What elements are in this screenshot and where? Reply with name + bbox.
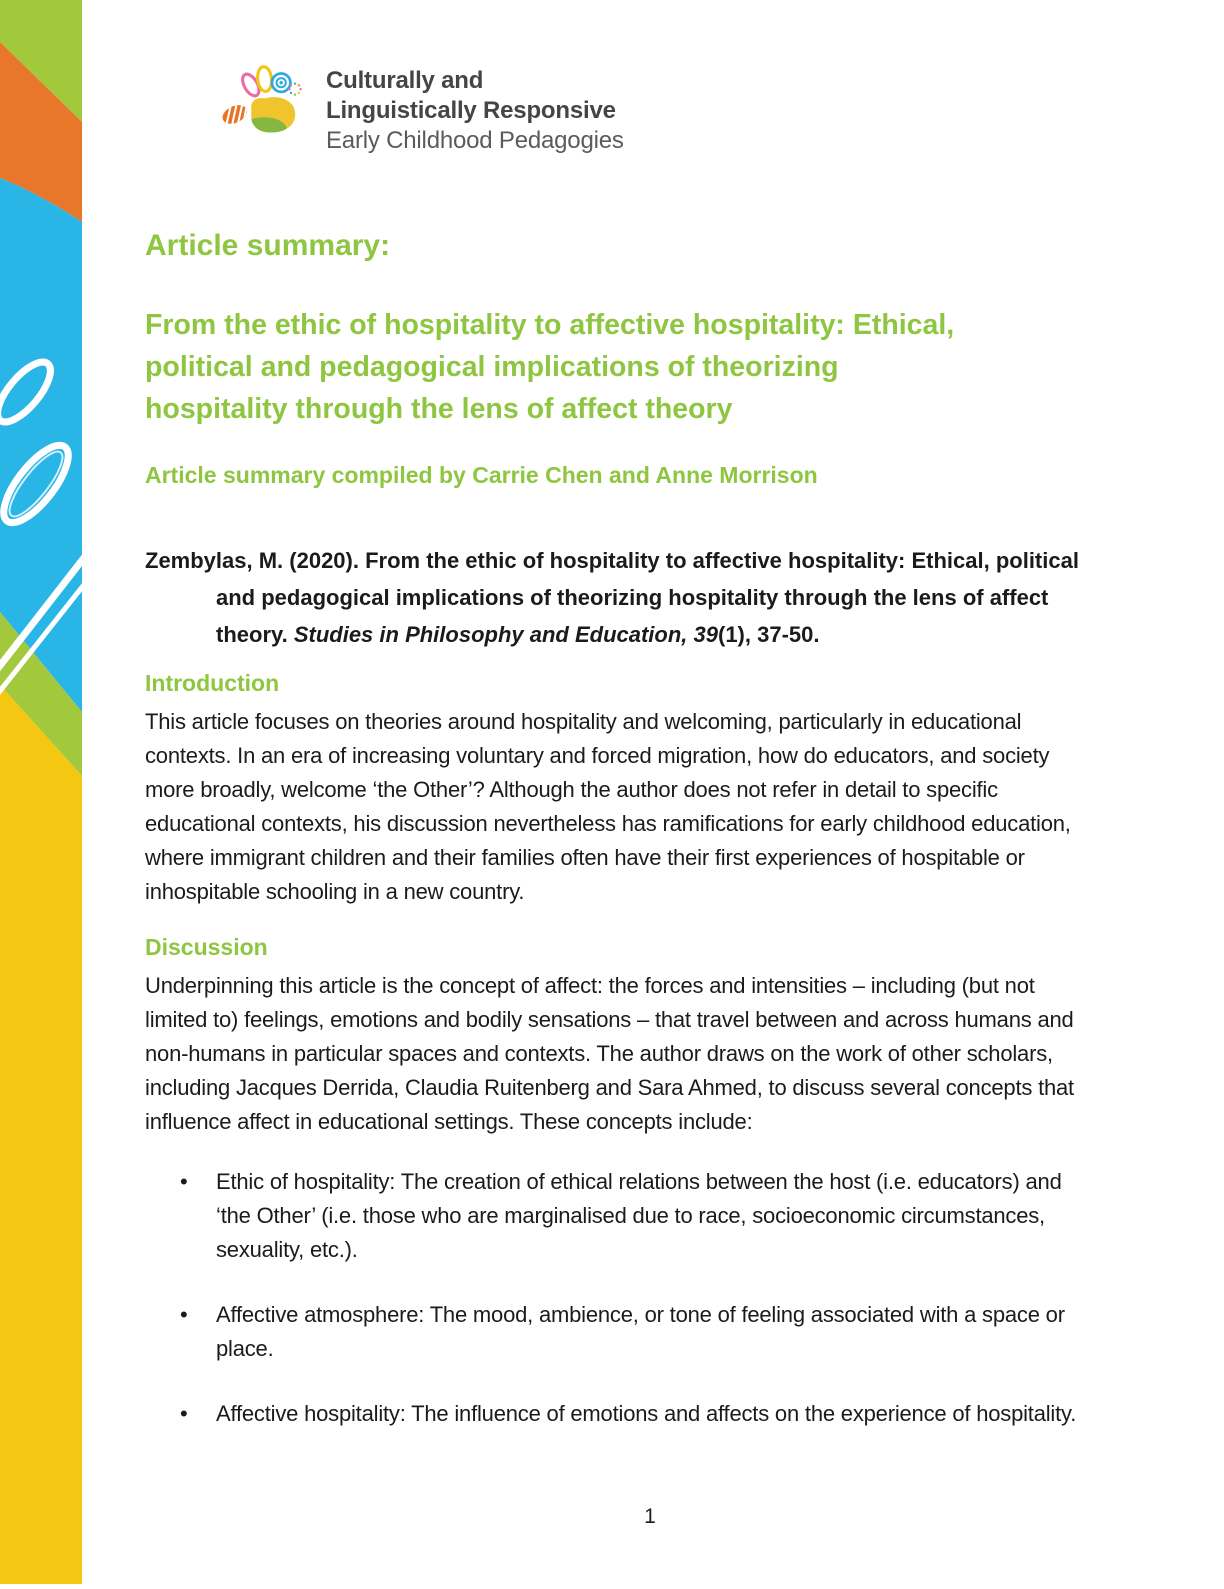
- article-title-line: From the ethic of hospitality to affective hospitality: Ethical,: [145, 309, 955, 341]
- compiled-by-line: Article summary compiled by Carrie Chen and Anne Morrison: [145, 462, 818, 488]
- citation-journal-italic: Studies in Philosophy and Education, 39: [293, 622, 718, 647]
- page-number: 1: [644, 1505, 656, 1528]
- article-title: [145, 304, 1100, 430]
- article-summary-label: Article summary:: [145, 229, 391, 262]
- article-title-line: hospitality through the lens of affect theory: [145, 393, 733, 425]
- bullet-icon: •: [180, 1169, 188, 1194]
- concept-text: Ethic of hospitality: The creation of ethical relations between the host (i.e. educators) and ‘the Other’ (i.e. those who are marginalised due to race, socioeconomic circumstances, sexuality, etc.).: [216, 1169, 1062, 1262]
- citation-text: Zembylas, M. (2020). From the ethic of hospitality to affective hospitality: Ethical, political and pedagogical implications of theorizing hospitality through the lens of affect theory.: [145, 548, 1079, 647]
- concept-list-item: [145, 1397, 1100, 1431]
- concept-list-item: [145, 1165, 1100, 1267]
- concept-list-item: [145, 1298, 1100, 1366]
- decorative-sidebar: [0, 0, 82, 1584]
- logo-text-line3: Early Childhood Pedagogies: [326, 127, 624, 154]
- concept-text: Affective hospitality: The influence of emotions and affects on the experience of hospitality.: [216, 1401, 1077, 1426]
- concept-text: Affective atmosphere: The mood, ambience, or tone of feeling associated with a space or place.: [216, 1302, 1065, 1361]
- logo-text-line1: Culturally and: [326, 67, 484, 94]
- discussion-paragraph: Underpinning this article is the concept of affect: the forces and intensities – including (but not limited to) feelings, emotions and bodily sensations – that travel between and across humans and non-humans in particular spaces and contexts. The author draws on the work of other scholars, including Jacques Derrida, Claudia Ruitenberg and Sara Ahmed, to discuss several concepts that influence affect in educational settings. These concepts include:: [145, 973, 1074, 1134]
- sidebar-artwork: [0, 0, 82, 1584]
- logo-text-line2: Linguistically Responsive: [326, 97, 616, 124]
- reference-citation: [145, 542, 1100, 653]
- concept-list: [145, 1165, 1100, 1431]
- bullet-icon: •: [180, 1401, 188, 1426]
- section-heading-introduction: Introduction: [145, 670, 280, 696]
- article-content: [145, 0, 1100, 1462]
- section-heading-discussion: Discussion: [145, 934, 268, 960]
- citation-pages: (1), 37-50.: [718, 622, 820, 647]
- article-title-line: political and pedagogical implications of theorizing: [145, 351, 839, 383]
- introduction-paragraph: This article focuses on theories around hospitality and welcoming, particularly in educational contexts. In an era of increasing voluntary and forced migration, how do educators, and society more broadly, welcome ‘the Other’? Although the author does not refer in detail to specific educational contexts, his discussion nevertheless has ramifications for early childhood education, where immigrant children and their families often have their first experiences of hospitable or inhospitable schooling in a new country.: [145, 709, 1071, 904]
- bullet-icon: •: [180, 1302, 188, 1327]
